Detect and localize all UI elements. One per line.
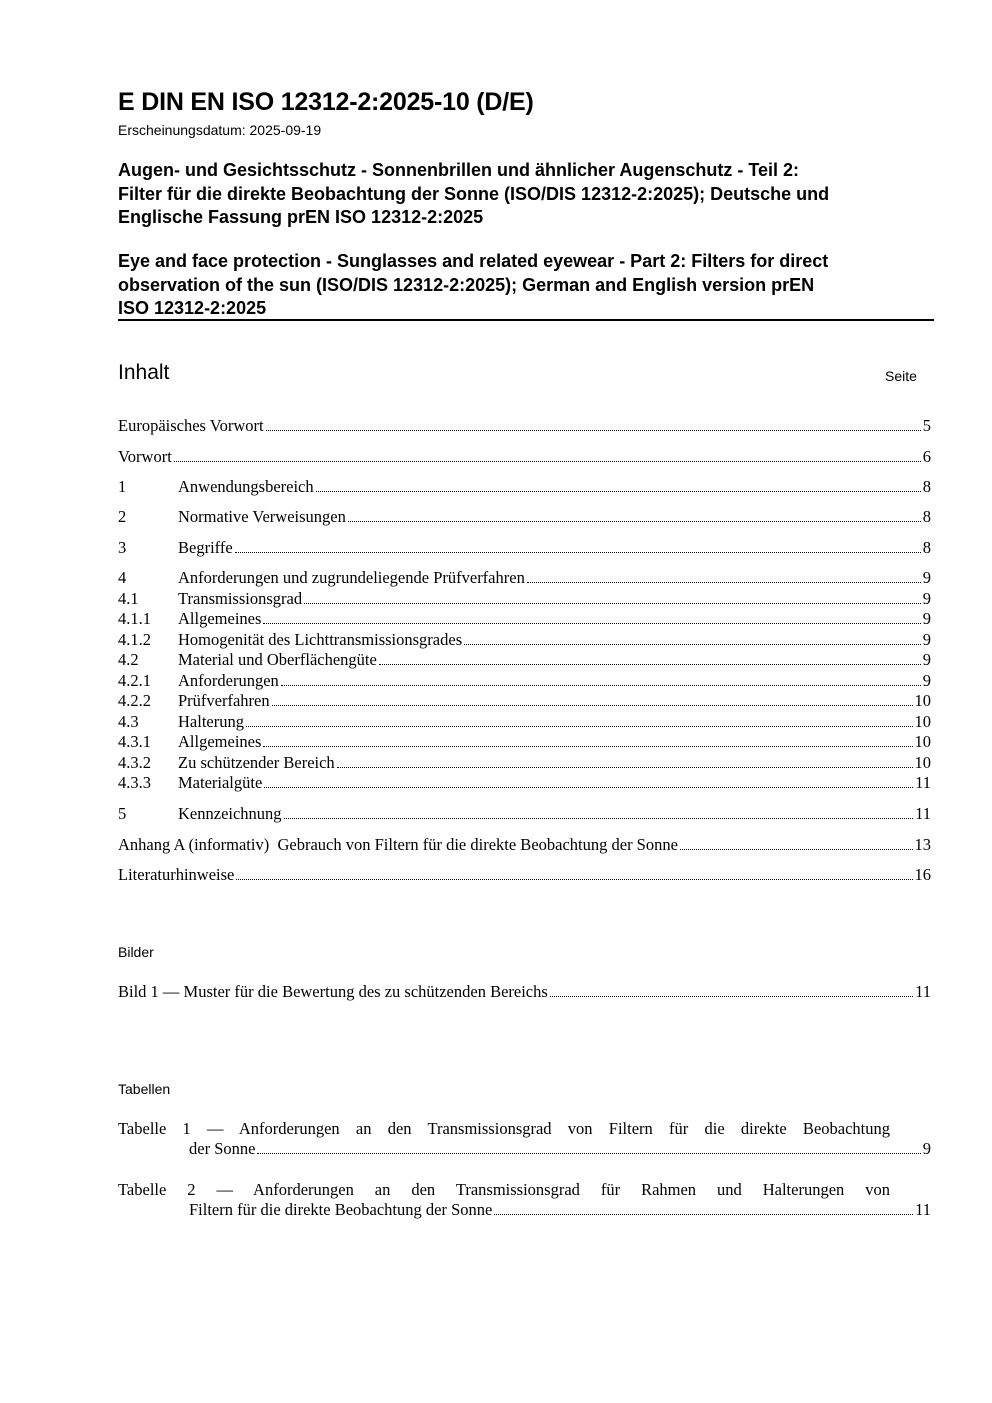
toc-entry[interactable] — [118, 538, 931, 558]
toc-leader — [304, 603, 921, 604]
table-entry-text: Filtern für die direkte Beobachtung der Sonne — [189, 1200, 493, 1219]
toc-entry-text: Halterung — [178, 712, 244, 731]
toc-entry[interactable] — [118, 477, 931, 497]
toc-leader — [235, 552, 921, 553]
table-entry-line2 — [118, 1200, 931, 1220]
toc-entry-page: 13 — [914, 835, 931, 854]
toc-entry-page: 16 — [914, 865, 931, 884]
toc-entry-text: Allgemeines — [178, 609, 262, 628]
title-german — [118, 159, 938, 230]
toc-leader — [337, 767, 913, 768]
toc-entry-number: 4.3 — [118, 712, 139, 731]
publication-date: Erscheinungsdatum: 2025-09-19 — [118, 122, 322, 138]
table-entry-page: 9 — [922, 1139, 931, 1158]
toc-entry-text: Homogenität des Lichttransmissionsgrades — [178, 630, 463, 649]
title-english-line: observation of the sun (ISO/DIS 12312-2:2025); German and English version prEN — [118, 274, 815, 295]
title-english — [118, 250, 938, 321]
toc-entry-number: 4.2.1 — [118, 671, 151, 690]
toc-entry-number: 5 — [118, 804, 127, 823]
toc-entry[interactable] — [118, 507, 931, 527]
toc-entry-page: 10 — [914, 732, 931, 751]
toc-entry-number: 1 — [118, 477, 127, 496]
title-english-line: ISO 12312-2:2025 — [118, 298, 267, 318]
toc-entry[interactable] — [118, 773, 931, 793]
toc-entry[interactable] — [118, 650, 931, 670]
title-german-line: Englische Fassung prEN ISO 12312-2:2025 — [118, 207, 484, 227]
toc-entry-text: Begriffe — [178, 538, 233, 557]
figure-entry-text: Bild 1 — Muster für die Bewertung des zu schützenden Bereichs — [118, 982, 548, 1001]
title-german-line: Filter für die direkte Beobachtung der Sonne (ISO/DIS 12312-2:2025); Deutsche und — [118, 183, 830, 204]
toc-leader — [264, 787, 913, 788]
toc-entry[interactable] — [118, 630, 931, 650]
toc-entry-page: 10 — [914, 712, 931, 731]
toc-entry-page: 11 — [915, 773, 931, 792]
toc-entry[interactable] — [118, 804, 931, 824]
toc-entry[interactable] — [118, 712, 931, 732]
toc-entry-text: Kennzeichnung — [178, 804, 282, 823]
toc-entry-number: 2 — [118, 507, 127, 526]
toc-entry[interactable] — [118, 865, 931, 885]
toc-entry-text: Transmissionsgrad — [178, 589, 303, 608]
table-entry-line1: Tabelle 2 — Anforderungen an den Transmissionsgrad für Rahmen und Halterungen von — [118, 1180, 890, 1199]
table-entry-text: der Sonne — [189, 1139, 256, 1158]
toc-entry-number: 4.3.3 — [118, 773, 151, 792]
toc-leader — [266, 430, 921, 431]
figure-entry[interactable] — [118, 982, 931, 1002]
toc-entry-page: 11 — [915, 804, 931, 823]
toc-entry[interactable] — [118, 416, 931, 436]
toc-entry[interactable] — [118, 671, 931, 691]
toc-entry-number: 4.3.2 — [118, 753, 151, 772]
toc-entry-page: 8 — [922, 507, 931, 526]
toc-entry-text: Vorwort — [118, 447, 172, 466]
toc-entry-page: 9 — [922, 589, 931, 608]
toc-leader — [316, 491, 921, 492]
toc-leader — [494, 1214, 913, 1215]
toc-entry-page: 10 — [914, 691, 931, 710]
toc-page-label: Seite — [885, 368, 917, 384]
toc-leader — [680, 849, 913, 850]
toc-leader — [257, 1153, 920, 1154]
toc-entry-number: 4.3.1 — [118, 732, 151, 751]
toc-entry-text: Material und Oberflächengüte — [178, 650, 377, 669]
toc-entry-text: Anhang A (informativ) Gebrauch von Filtern für die direkte Beobachtung der Sonne — [118, 835, 678, 854]
toc-leader — [174, 461, 921, 462]
toc-leader — [379, 664, 921, 665]
toc-entry-number: 4.2.2 — [118, 691, 151, 710]
toc-entry-text: Allgemeines — [178, 732, 262, 751]
toc-heading: Inhalt — [118, 361, 170, 384]
toc-entry[interactable] — [118, 835, 931, 855]
toc-entry-text: Normative Verweisungen — [178, 507, 346, 526]
header-divider — [118, 319, 934, 321]
toc-entry-number: 4 — [118, 568, 127, 587]
toc-entry-text: Prüfverfahren — [178, 691, 270, 710]
toc-leader — [527, 582, 921, 583]
toc-entry-number: 4.1.2 — [118, 630, 151, 649]
table-entry[interactable] — [118, 1119, 931, 1159]
toc-leader — [550, 996, 913, 997]
toc-entry-number: 3 — [118, 538, 127, 557]
table-entry-line2 — [118, 1139, 931, 1159]
toc-leader — [236, 879, 912, 880]
toc-entry-page: 9 — [922, 609, 931, 628]
tables-label: Tabellen — [118, 1081, 171, 1097]
toc-entry-page: 8 — [922, 538, 931, 557]
toc-entry[interactable] — [118, 609, 931, 629]
toc-entry-text: Anwendungsbereich — [178, 477, 314, 496]
toc-leader — [272, 705, 913, 706]
toc-leader — [263, 746, 912, 747]
document-id: E DIN EN ISO 12312-2:2025-10 (D/E) — [118, 88, 534, 116]
toc-entry-number: 4.1 — [118, 589, 139, 608]
toc-entry-page: 9 — [922, 671, 931, 690]
toc-entry-page: 6 — [922, 447, 931, 466]
toc-leader — [263, 623, 920, 624]
toc-entry[interactable] — [118, 447, 931, 467]
figures-label: Bilder — [118, 944, 154, 960]
title-english-line: Eye and face protection - Sunglasses and related eyewear - Part 2: Filters for direct — [118, 251, 829, 271]
toc-leader — [464, 644, 921, 645]
table-entry-line1: Tabelle 1 — Anforderungen an den Transmissionsgrad von Filtern für die direkte Beobachtung — [118, 1119, 890, 1138]
toc-entry-number: 4.1.1 — [118, 609, 151, 628]
toc-entry[interactable] — [118, 589, 931, 609]
toc-leader — [246, 726, 913, 727]
toc-entry-page: 9 — [922, 650, 931, 669]
toc-entry-number: 4.2 — [118, 650, 139, 669]
toc-entry-text: Anforderungen und zugrundeliegende Prüfverfahren — [178, 568, 525, 587]
toc-entry-page: 10 — [914, 753, 931, 772]
figure-entry-page: 11 — [915, 982, 931, 1001]
toc-entry-page: 9 — [922, 630, 931, 649]
toc-leader — [348, 521, 921, 522]
toc-entry-text: Europäisches Vorwort — [118, 416, 264, 435]
toc-entry-page: 5 — [922, 416, 931, 435]
toc-entry-text: Anforderungen — [178, 671, 279, 690]
table-entry[interactable] — [118, 1180, 931, 1220]
toc-entry-text: Zu schützender Bereich — [178, 753, 335, 772]
table-entry-page: 11 — [915, 1200, 931, 1219]
toc-entry-page: 8 — [922, 477, 931, 496]
toc-leader — [281, 685, 921, 686]
title-german-line: Augen- und Gesichtsschutz - Sonnenbrillen und ähnlicher Augenschutz - Teil 2: — [118, 160, 800, 180]
toc-entry[interactable] — [118, 753, 931, 773]
toc-entry[interactable] — [118, 732, 931, 752]
toc-entry-text: Materialgüte — [178, 773, 263, 792]
toc-leader — [284, 818, 914, 819]
toc-entry[interactable] — [118, 568, 931, 588]
toc-entry[interactable] — [118, 691, 931, 711]
toc-entry-page: 9 — [922, 568, 931, 587]
toc-entry-text: Literaturhinweise — [118, 865, 235, 884]
